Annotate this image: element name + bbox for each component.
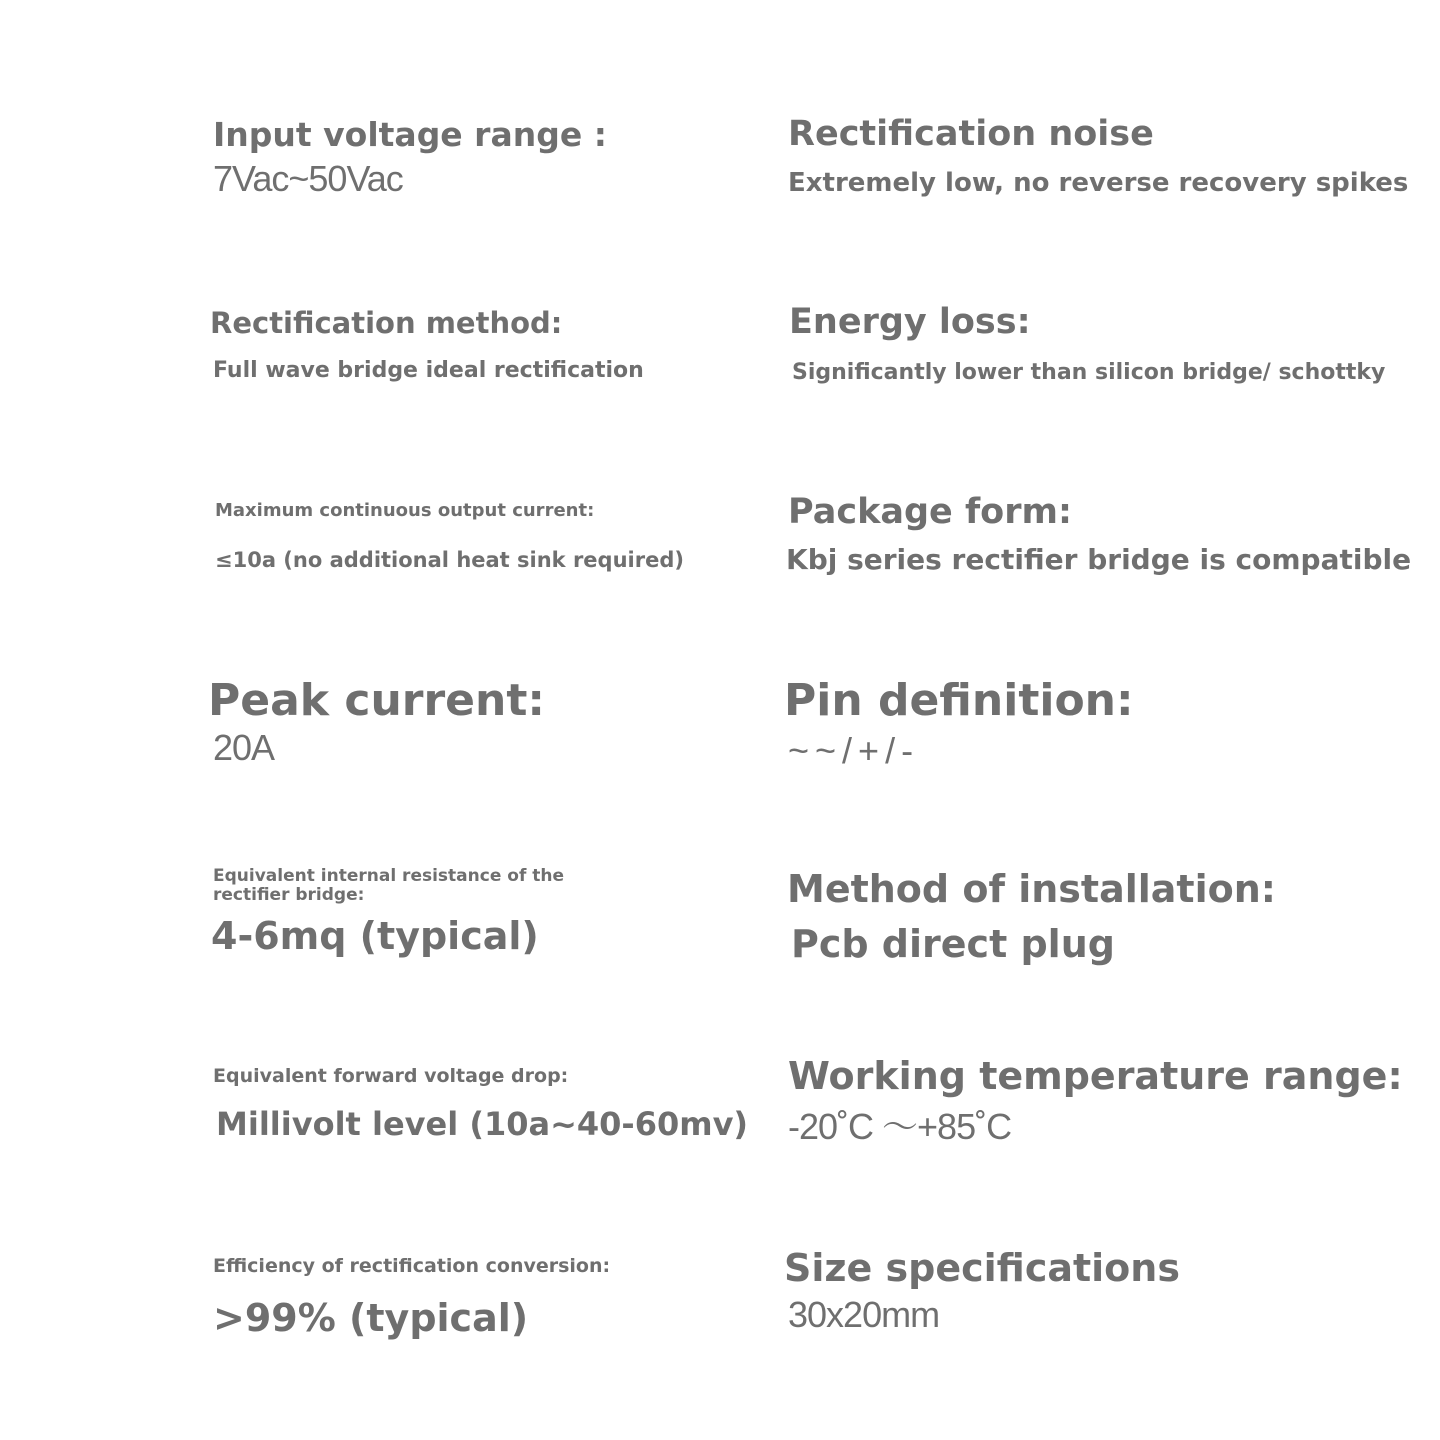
spec-value: Kbj series rectifier bridge is compatible [786,543,1412,576]
spec-label: Rectification noise [788,114,1154,154]
spec-label: Rectification method: [210,306,563,340]
spec-installation [787,866,1276,968]
spec-value: -20˚C ～+85˚C [788,1106,1012,1147]
spec-label: Energy loss: [789,302,1031,342]
spec-value: 4-6mq (typical) [211,914,539,958]
spec-label: Input voltage range : [213,115,607,154]
spec-forward-voltage-drop [213,1062,748,1144]
spec-value: Extremely low, no reverse recovery spikes [788,168,1409,198]
spec-label: Pin definition: [784,675,1134,726]
spec-value: 20A [213,727,275,768]
spec-size [784,1244,1180,1338]
spec-value: >99% (typical) [213,1296,529,1340]
spec-internal-resistance [213,867,564,959]
spec-efficiency [213,1252,610,1342]
spec-peak-current [208,674,545,768]
spec-label-line2: rectifier bridge: [213,885,365,905]
spec-label-line1: Equivalent internal resistance of the [213,866,565,886]
spec-value: ~~/+/- [788,730,920,771]
spec-label: Size specifications [784,1246,1180,1290]
spec-pin-definition [784,674,1134,774]
spec-input-voltage [213,114,607,202]
spec-package-form [788,490,1411,578]
spec-value: 30x20mm [788,1294,940,1335]
spec-value: 7Vac~50Vac [213,158,403,199]
spec-label: Method of installation: [787,867,1276,911]
spec-rectification-method [210,304,644,386]
spec-value: Millivolt level (10a~40-60mv) [216,1105,749,1143]
spec-rectification-noise [788,112,1408,200]
spec-label: Peak current: [208,675,545,726]
spec-label: Efficiency of rectification conversion: [213,1255,611,1277]
spec-max-continuous-current [215,498,684,574]
spec-working-temperature [788,1052,1403,1150]
spec-label: Maximum continuous output current: [215,500,595,521]
spec-value: Significantly lower than silicon bridge/ schottky [792,360,1386,385]
spec-label: Package form: [788,492,1072,532]
spec-value: ≤10a (no additional heat sink required) [215,548,684,572]
spec-value: Pcb direct plug [791,922,1115,966]
spec-energy-loss [789,300,1385,388]
spec-label: Equivalent forward voltage drop: [213,1065,569,1087]
spec-value: Full wave bridge ideal rectification [213,358,644,383]
spec-label: Working temperature range: [788,1054,1403,1098]
